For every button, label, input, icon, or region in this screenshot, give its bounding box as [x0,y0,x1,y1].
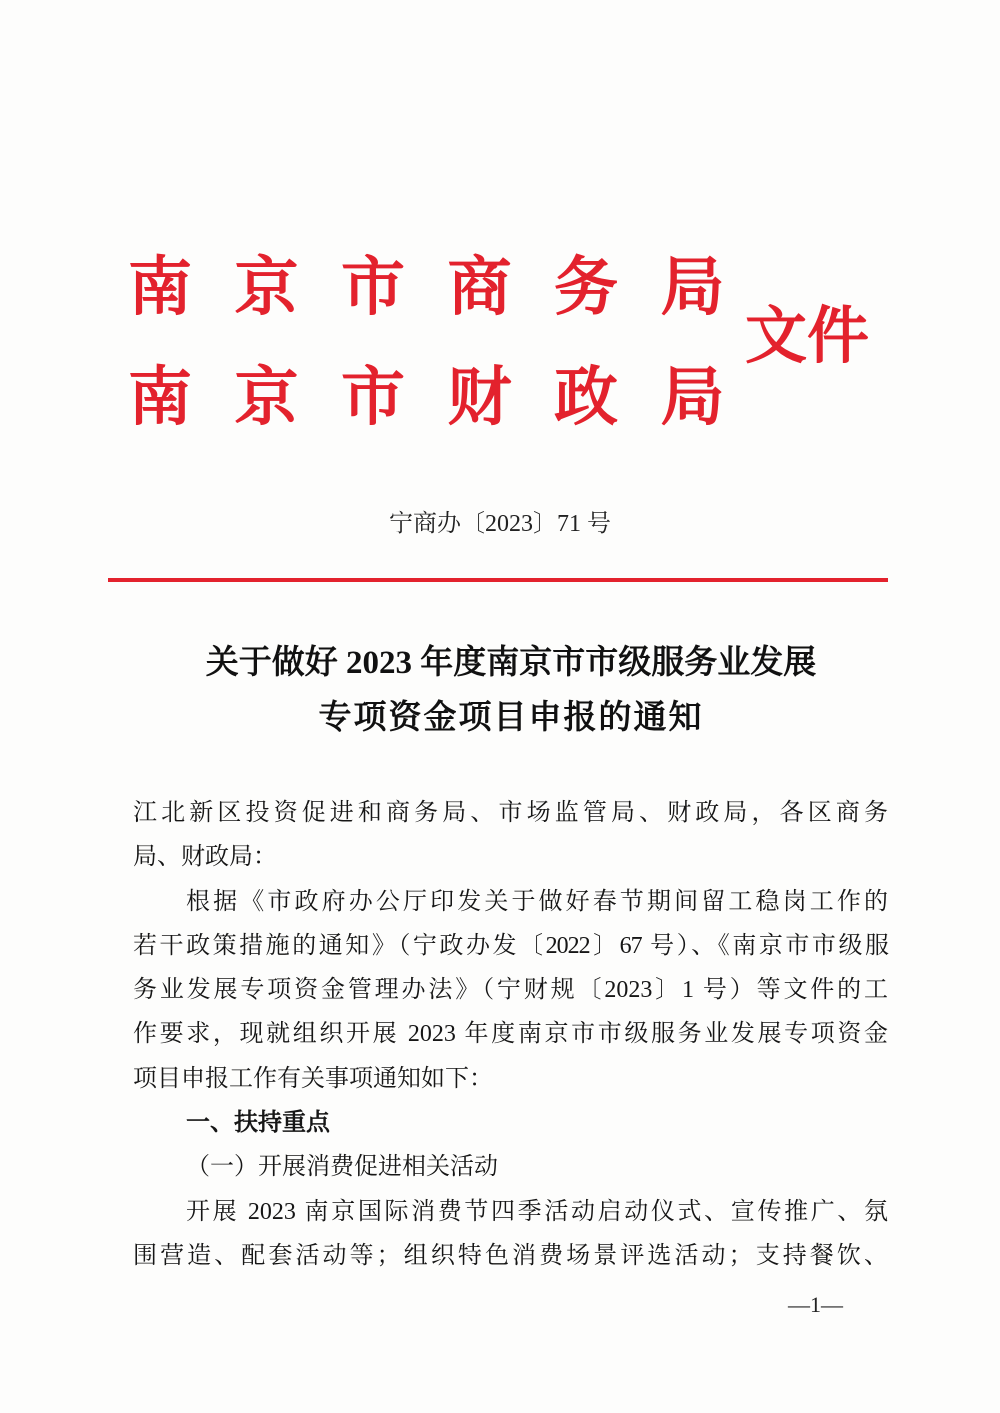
page-number: —1— [788,1292,843,1317]
issuer-commerce-bureau: 南京市商务局 [128,252,767,323]
document-title-line-1: 关于做好 2023 年度南京市市级服务业发展 [205,645,817,681]
document-title-line-2: 专项资金项目申报的通知 [318,700,704,736]
intro-paragraph-line: 若干政策措施的通知》（宁政办发〔2022〕67 号）、《南京市市级服 [133,932,888,959]
subsection-paragraph-line: 开展 2023 南京国际消费节四季活动启动仪式、宣传推广、氛 [186,1198,888,1225]
subsection-paragraph-line: 围营造、配套活动等；组织特色消费场景评选活动；支持餐饮、 [133,1242,888,1269]
subsection-heading: （一）开展消费促进相关活动 [186,1154,498,1181]
document-type-label: 文件 [745,303,870,371]
document-body [133,791,888,1278]
red-divider-rule [108,578,888,582]
section-heading: 一、扶持重点 [186,1110,330,1137]
document-number: 宁商办〔2023〕71 号 [389,511,611,537]
addressee-line: 局、财政局： [133,844,277,871]
intro-paragraph-line: 根据《市政府办公厅印发关于做好春节期间留工稳岗工作的 [186,888,888,915]
intro-paragraph-line: 项目申报工作有关事项通知如下： [133,1065,493,1092]
addressee-line: 江北新区投资促进和商务局、市场监管局、财政局，各区商务 [133,800,888,826]
intro-paragraph-line: 务业发展专项资金管理办法》（宁财规〔2023〕1 号）等文件的工 [133,977,888,1004]
issuer-finance-bureau: 南京市财政局 [128,362,767,433]
intro-paragraph-line: 作要求，现就组织开展 2023 年度南京市市级服务业发展专项资金 [133,1021,888,1048]
